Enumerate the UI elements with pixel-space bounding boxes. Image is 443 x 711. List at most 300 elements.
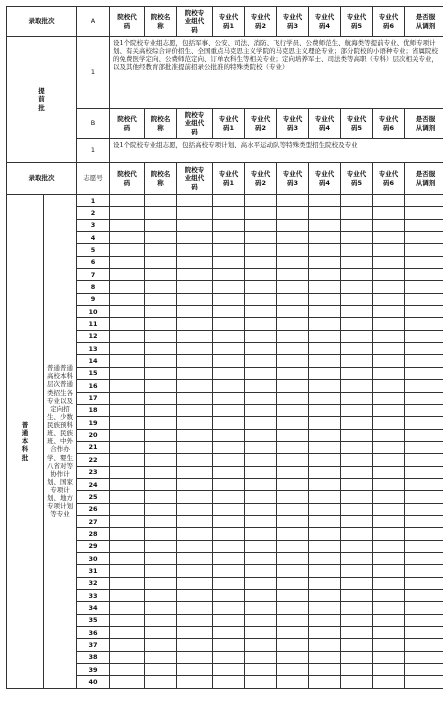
entry-cell[interactable] [309,256,341,268]
entry-cell[interactable] [373,627,405,639]
entry-cell[interactable] [405,577,443,589]
entry-cell[interactable] [277,454,309,466]
entry-cell[interactable] [213,207,245,219]
entry-cell[interactable] [145,528,177,540]
entry-cell[interactable] [213,343,245,355]
entry-cell[interactable] [145,540,177,552]
entry-cell[interactable] [373,515,405,527]
entry-cell[interactable] [245,417,277,429]
entry-cell[interactable] [277,269,309,281]
entry-cell[interactable] [405,528,443,540]
entry-cell[interactable] [177,380,213,392]
entry-cell[interactable] [277,664,309,676]
entry-cell[interactable] [110,306,145,318]
entry-cell[interactable] [277,552,309,564]
entry-cell[interactable] [245,651,277,663]
entry-cell[interactable] [373,491,405,503]
entry-cell[interactable] [341,355,373,367]
entry-cell[interactable] [213,627,245,639]
entry-cell[interactable] [405,330,443,342]
entry-cell[interactable] [177,676,213,688]
entry-cell[interactable] [213,256,245,268]
entry-cell[interactable] [213,614,245,626]
entry-cell[interactable] [177,503,213,515]
entry-cell[interactable] [309,651,341,663]
entry-cell[interactable] [177,590,213,602]
entry-cell[interactable] [177,256,213,268]
entry-cell[interactable] [145,293,177,305]
entry-cell[interactable] [177,306,213,318]
entry-cell[interactable] [309,269,341,281]
entry-cell[interactable] [110,195,145,207]
entry-cell[interactable] [177,392,213,404]
entry-cell[interactable] [373,195,405,207]
entry-cell[interactable] [110,651,145,663]
entry-cell[interactable] [405,306,443,318]
entry-cell[interactable] [309,195,341,207]
entry-cell[interactable] [110,219,145,231]
entry-cell[interactable] [145,380,177,392]
entry-cell[interactable] [373,392,405,404]
entry-cell[interactable] [145,602,177,614]
entry-cell[interactable] [373,306,405,318]
entry-cell[interactable] [341,664,373,676]
entry-cell[interactable] [405,195,443,207]
entry-cell[interactable] [405,651,443,663]
entry-cell[interactable] [145,565,177,577]
entry-cell[interactable] [341,219,373,231]
entry-cell[interactable] [110,417,145,429]
entry-cell[interactable] [309,281,341,293]
entry-cell[interactable] [309,207,341,219]
entry-cell[interactable] [145,466,177,478]
entry-cell[interactable] [341,552,373,564]
entry-cell[interactable] [245,195,277,207]
entry-cell[interactable] [145,577,177,589]
entry-cell[interactable] [341,195,373,207]
entry-cell[interactable] [373,256,405,268]
entry-cell[interactable] [177,429,213,441]
entry-cell[interactable] [309,244,341,256]
entry-cell[interactable] [405,664,443,676]
entry-cell[interactable] [309,429,341,441]
entry-cell[interactable] [110,293,145,305]
entry-cell[interactable] [145,614,177,626]
entry-cell[interactable] [110,207,145,219]
entry-cell[interactable] [245,318,277,330]
entry-cell[interactable] [145,404,177,416]
entry-cell[interactable] [245,552,277,564]
entry-cell[interactable] [110,540,145,552]
entry-cell[interactable] [277,219,309,231]
entry-cell[interactable] [405,404,443,416]
entry-cell[interactable] [145,343,177,355]
entry-cell[interactable] [177,454,213,466]
entry-cell[interactable] [245,639,277,651]
entry-cell[interactable] [213,195,245,207]
entry-cell[interactable] [145,269,177,281]
entry-cell[interactable] [245,528,277,540]
entry-cell[interactable] [177,219,213,231]
entry-cell[interactable] [341,651,373,663]
entry-cell[interactable] [341,515,373,527]
entry-cell[interactable] [145,429,177,441]
entry-cell[interactable] [341,540,373,552]
entry-cell[interactable] [110,256,145,268]
entry-cell[interactable] [110,404,145,416]
entry-cell[interactable] [373,478,405,490]
entry-cell[interactable] [341,380,373,392]
entry-cell[interactable] [145,219,177,231]
entry-cell[interactable] [341,281,373,293]
entry-cell[interactable] [213,565,245,577]
entry-cell[interactable] [245,330,277,342]
entry-cell[interactable] [277,256,309,268]
entry-cell[interactable] [309,602,341,614]
entry-cell[interactable] [405,503,443,515]
entry-cell[interactable] [277,306,309,318]
entry-cell[interactable] [110,318,145,330]
entry-cell[interactable] [145,664,177,676]
entry-cell[interactable] [277,540,309,552]
entry-cell[interactable] [145,392,177,404]
entry-cell[interactable] [341,590,373,602]
entry-cell[interactable] [213,639,245,651]
entry-cell[interactable] [341,614,373,626]
entry-cell[interactable] [309,318,341,330]
entry-cell[interactable] [145,281,177,293]
entry-cell[interactable] [213,392,245,404]
entry-cell[interactable] [309,417,341,429]
entry-cell[interactable] [405,380,443,392]
entry-cell[interactable] [213,269,245,281]
entry-cell[interactable] [177,552,213,564]
entry-cell[interactable] [213,441,245,453]
entry-cell[interactable] [277,528,309,540]
entry-cell[interactable] [145,417,177,429]
entry-cell[interactable] [213,429,245,441]
entry-cell[interactable] [110,330,145,342]
entry-cell[interactable] [405,367,443,379]
entry-cell[interactable] [245,614,277,626]
entry-cell[interactable] [341,269,373,281]
entry-cell[interactable] [373,232,405,244]
entry-cell[interactable] [277,651,309,663]
entry-cell[interactable] [277,429,309,441]
entry-cell[interactable] [373,676,405,688]
entry-cell[interactable] [245,219,277,231]
entry-cell[interactable] [309,639,341,651]
entry-cell[interactable] [145,515,177,527]
entry-cell[interactable] [245,577,277,589]
entry-cell[interactable] [341,306,373,318]
entry-cell[interactable] [309,330,341,342]
entry-cell[interactable] [373,269,405,281]
entry-cell[interactable] [277,404,309,416]
entry-cell[interactable] [277,577,309,589]
entry-cell[interactable] [177,478,213,490]
entry-cell[interactable] [405,602,443,614]
entry-cell[interactable] [309,528,341,540]
entry-cell[interactable] [373,380,405,392]
entry-cell[interactable] [277,676,309,688]
entry-cell[interactable] [373,540,405,552]
entry-cell[interactable] [277,491,309,503]
entry-cell[interactable] [341,466,373,478]
entry-cell[interactable] [309,441,341,453]
entry-cell[interactable] [245,627,277,639]
entry-cell[interactable] [110,565,145,577]
entry-cell[interactable] [309,577,341,589]
entry-cell[interactable] [309,590,341,602]
entry-cell[interactable] [145,256,177,268]
entry-cell[interactable] [309,503,341,515]
entry-cell[interactable] [145,590,177,602]
entry-cell[interactable] [245,491,277,503]
entry-cell[interactable] [245,380,277,392]
entry-cell[interactable] [177,614,213,626]
entry-cell[interactable] [341,343,373,355]
entry-cell[interactable] [245,429,277,441]
entry-cell[interactable] [373,528,405,540]
entry-cell[interactable] [213,454,245,466]
entry-cell[interactable] [110,269,145,281]
entry-cell[interactable] [277,318,309,330]
entry-cell[interactable] [110,429,145,441]
entry-cell[interactable] [177,515,213,527]
entry-cell[interactable] [213,664,245,676]
entry-cell[interactable] [110,503,145,515]
entry-cell[interactable] [110,602,145,614]
entry-cell[interactable] [110,454,145,466]
entry-cell[interactable] [145,330,177,342]
entry-cell[interactable] [213,330,245,342]
entry-cell[interactable] [309,392,341,404]
entry-cell[interactable] [213,552,245,564]
entry-cell[interactable] [373,293,405,305]
entry-cell[interactable] [373,355,405,367]
entry-cell[interactable] [245,256,277,268]
entry-cell[interactable] [405,392,443,404]
entry-cell[interactable] [145,232,177,244]
entry-cell[interactable] [245,515,277,527]
entry-cell[interactable] [373,244,405,256]
entry-cell[interactable] [245,664,277,676]
entry-cell[interactable] [110,244,145,256]
entry-cell[interactable] [245,404,277,416]
entry-cell[interactable] [245,503,277,515]
entry-cell[interactable] [341,454,373,466]
entry-cell[interactable] [277,590,309,602]
entry-cell[interactable] [110,515,145,527]
entry-cell[interactable] [309,232,341,244]
entry-cell[interactable] [405,614,443,626]
entry-cell[interactable] [245,441,277,453]
entry-cell[interactable] [177,318,213,330]
entry-cell[interactable] [341,392,373,404]
entry-cell[interactable] [145,244,177,256]
entry-cell[interactable] [277,417,309,429]
entry-cell[interactable] [245,590,277,602]
entry-cell[interactable] [373,466,405,478]
entry-cell[interactable] [373,503,405,515]
entry-cell[interactable] [213,515,245,527]
entry-cell[interactable] [373,343,405,355]
entry-cell[interactable] [213,528,245,540]
entry-cell[interactable] [177,540,213,552]
entry-cell[interactable] [145,454,177,466]
entry-cell[interactable] [405,207,443,219]
entry-cell[interactable] [309,565,341,577]
entry-cell[interactable] [341,293,373,305]
entry-cell[interactable] [373,614,405,626]
entry-cell[interactable] [277,207,309,219]
entry-cell[interactable] [177,195,213,207]
entry-cell[interactable] [405,343,443,355]
entry-cell[interactable] [373,602,405,614]
entry-cell[interactable] [277,293,309,305]
entry-cell[interactable] [405,269,443,281]
entry-cell[interactable] [405,441,443,453]
entry-cell[interactable] [341,627,373,639]
entry-cell[interactable] [177,367,213,379]
entry-cell[interactable] [277,441,309,453]
entry-cell[interactable] [213,380,245,392]
entry-cell[interactable] [245,466,277,478]
entry-cell[interactable] [110,590,145,602]
entry-cell[interactable] [145,318,177,330]
entry-cell[interactable] [309,306,341,318]
entry-cell[interactable] [277,602,309,614]
entry-cell[interactable] [405,219,443,231]
entry-cell[interactable] [373,417,405,429]
entry-cell[interactable] [213,602,245,614]
entry-cell[interactable] [245,367,277,379]
entry-cell[interactable] [405,454,443,466]
entry-cell[interactable] [373,404,405,416]
entry-cell[interactable] [373,441,405,453]
entry-cell[interactable] [277,392,309,404]
entry-cell[interactable] [145,503,177,515]
entry-cell[interactable] [145,552,177,564]
entry-cell[interactable] [373,664,405,676]
entry-cell[interactable] [145,367,177,379]
entry-cell[interactable] [110,627,145,639]
entry-cell[interactable] [309,355,341,367]
entry-cell[interactable] [213,466,245,478]
entry-cell[interactable] [245,478,277,490]
entry-cell[interactable] [145,478,177,490]
entry-cell[interactable] [341,441,373,453]
entry-cell[interactable] [341,318,373,330]
entry-cell[interactable] [341,429,373,441]
entry-cell[interactable] [341,491,373,503]
entry-cell[interactable] [177,343,213,355]
entry-cell[interactable] [245,343,277,355]
entry-cell[interactable] [309,454,341,466]
entry-cell[interactable] [177,627,213,639]
entry-cell[interactable] [177,417,213,429]
entry-cell[interactable] [213,404,245,416]
entry-cell[interactable] [405,590,443,602]
entry-cell[interactable] [110,343,145,355]
entry-cell[interactable] [213,244,245,256]
entry-cell[interactable] [373,590,405,602]
entry-cell[interactable] [245,293,277,305]
entry-cell[interactable] [110,577,145,589]
entry-cell[interactable] [177,664,213,676]
entry-cell[interactable] [373,318,405,330]
entry-cell[interactable] [341,330,373,342]
entry-cell[interactable] [277,503,309,515]
entry-cell[interactable] [110,367,145,379]
entry-cell[interactable] [213,281,245,293]
entry-cell[interactable] [177,244,213,256]
entry-cell[interactable] [405,478,443,490]
entry-cell[interactable] [277,639,309,651]
entry-cell[interactable] [341,639,373,651]
entry-cell[interactable] [245,306,277,318]
entry-cell[interactable] [145,676,177,688]
entry-cell[interactable] [177,639,213,651]
entry-cell[interactable] [309,552,341,564]
entry-cell[interactable] [177,269,213,281]
entry-cell[interactable] [405,466,443,478]
entry-cell[interactable] [177,330,213,342]
entry-cell[interactable] [177,466,213,478]
entry-cell[interactable] [110,639,145,651]
entry-cell[interactable] [341,478,373,490]
entry-cell[interactable] [213,293,245,305]
entry-cell[interactable] [213,651,245,663]
entry-cell[interactable] [341,417,373,429]
entry-cell[interactable] [213,676,245,688]
entry-cell[interactable] [373,281,405,293]
entry-cell[interactable] [177,207,213,219]
entry-cell[interactable] [145,441,177,453]
entry-cell[interactable] [110,466,145,478]
entry-cell[interactable] [405,540,443,552]
entry-cell[interactable] [277,195,309,207]
entry-cell[interactable] [145,491,177,503]
entry-cell[interactable] [177,281,213,293]
entry-cell[interactable] [213,367,245,379]
entry-cell[interactable] [213,503,245,515]
entry-cell[interactable] [405,676,443,688]
entry-cell[interactable] [373,207,405,219]
entry-cell[interactable] [213,417,245,429]
entry-cell[interactable] [309,219,341,231]
entry-cell[interactable] [213,355,245,367]
entry-cell[interactable] [309,380,341,392]
entry-cell[interactable] [277,614,309,626]
entry-cell[interactable] [177,565,213,577]
entry-cell[interactable] [110,664,145,676]
entry-cell[interactable] [277,565,309,577]
entry-cell[interactable] [341,256,373,268]
entry-cell[interactable] [373,219,405,231]
entry-cell[interactable] [245,392,277,404]
entry-cell[interactable] [309,515,341,527]
entry-cell[interactable] [277,478,309,490]
entry-cell[interactable] [177,602,213,614]
entry-cell[interactable] [309,491,341,503]
entry-cell[interactable] [309,404,341,416]
entry-cell[interactable] [213,491,245,503]
entry-cell[interactable] [341,577,373,589]
entry-cell[interactable] [405,515,443,527]
entry-cell[interactable] [373,330,405,342]
